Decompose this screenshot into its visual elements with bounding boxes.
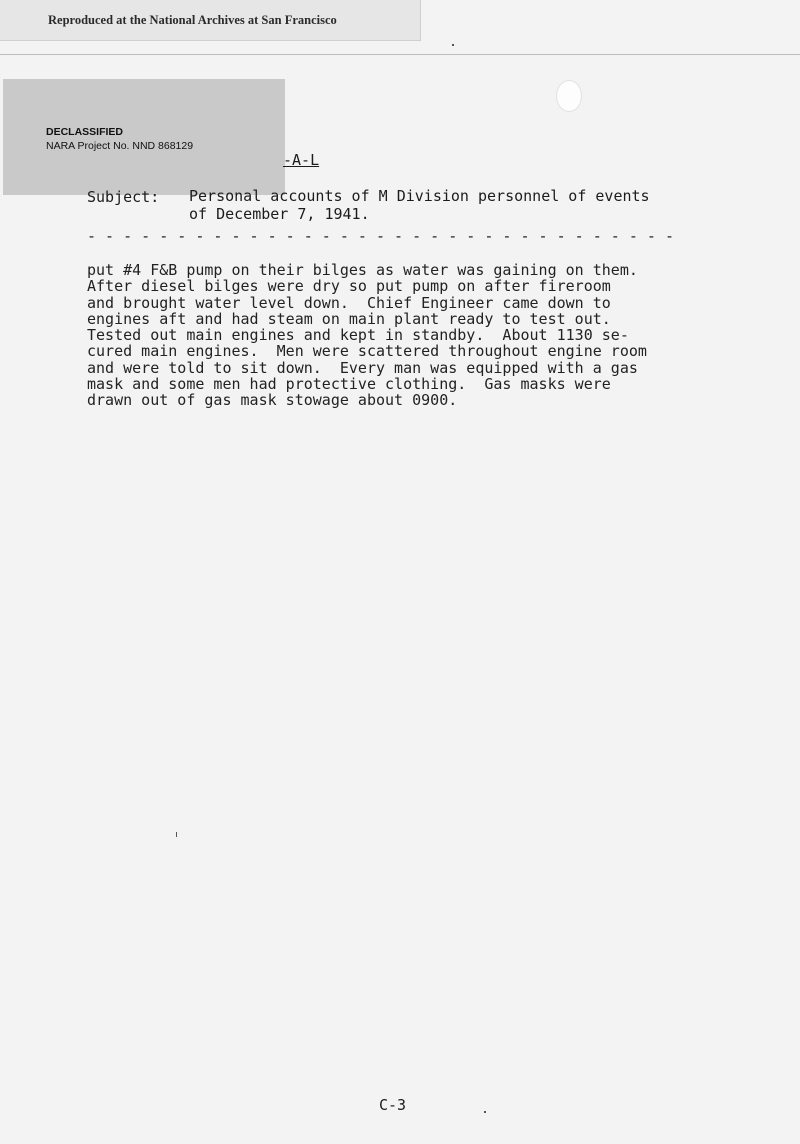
nara-project-number: NARA Project No. NND 868129: [46, 140, 194, 152]
dashed-divider: - - - - - - - - - - - - - - - - - - - - - - - - - - - - - - - - -: [87, 227, 674, 245]
body-paragraph: put #4 F&B pump on their bilges as water was gaining on them. After diesel bilges were dry so put pump on after fireroom and brought water level down. Chief Engineer came down to engines aft and had steam on main plant ready to test out. Tested out main engines and kept in standby. About 1130 se- cured main engines. Men were scattered throughout engine room and were told to sit down. Every man was equipped with a gas mask and some men had protective clothing. Gas masks were drawn out of gas mask stowage about 0900.: [87, 261, 647, 410]
subject-label: Subject:: [87, 188, 160, 206]
declassified-text: DECLASSIFIED: [46, 126, 124, 138]
punch-hole: [556, 80, 582, 112]
page-edge: [0, 54, 800, 55]
page-number: C-3: [379, 1096, 407, 1114]
file-code: -A-L: [283, 151, 320, 169]
declassification-label: [3, 79, 285, 195]
archive-stamp: [0, 0, 421, 41]
archive-stamp-text: Reproduced at the National Archives at San Francisco: [48, 13, 337, 27]
paper-speck: [452, 44, 454, 46]
paper-speck: [484, 1111, 486, 1113]
subject-text: Personal accounts of M Division personnel of events of December 7, 1941.: [189, 187, 650, 223]
paper-speck: [176, 832, 177, 837]
